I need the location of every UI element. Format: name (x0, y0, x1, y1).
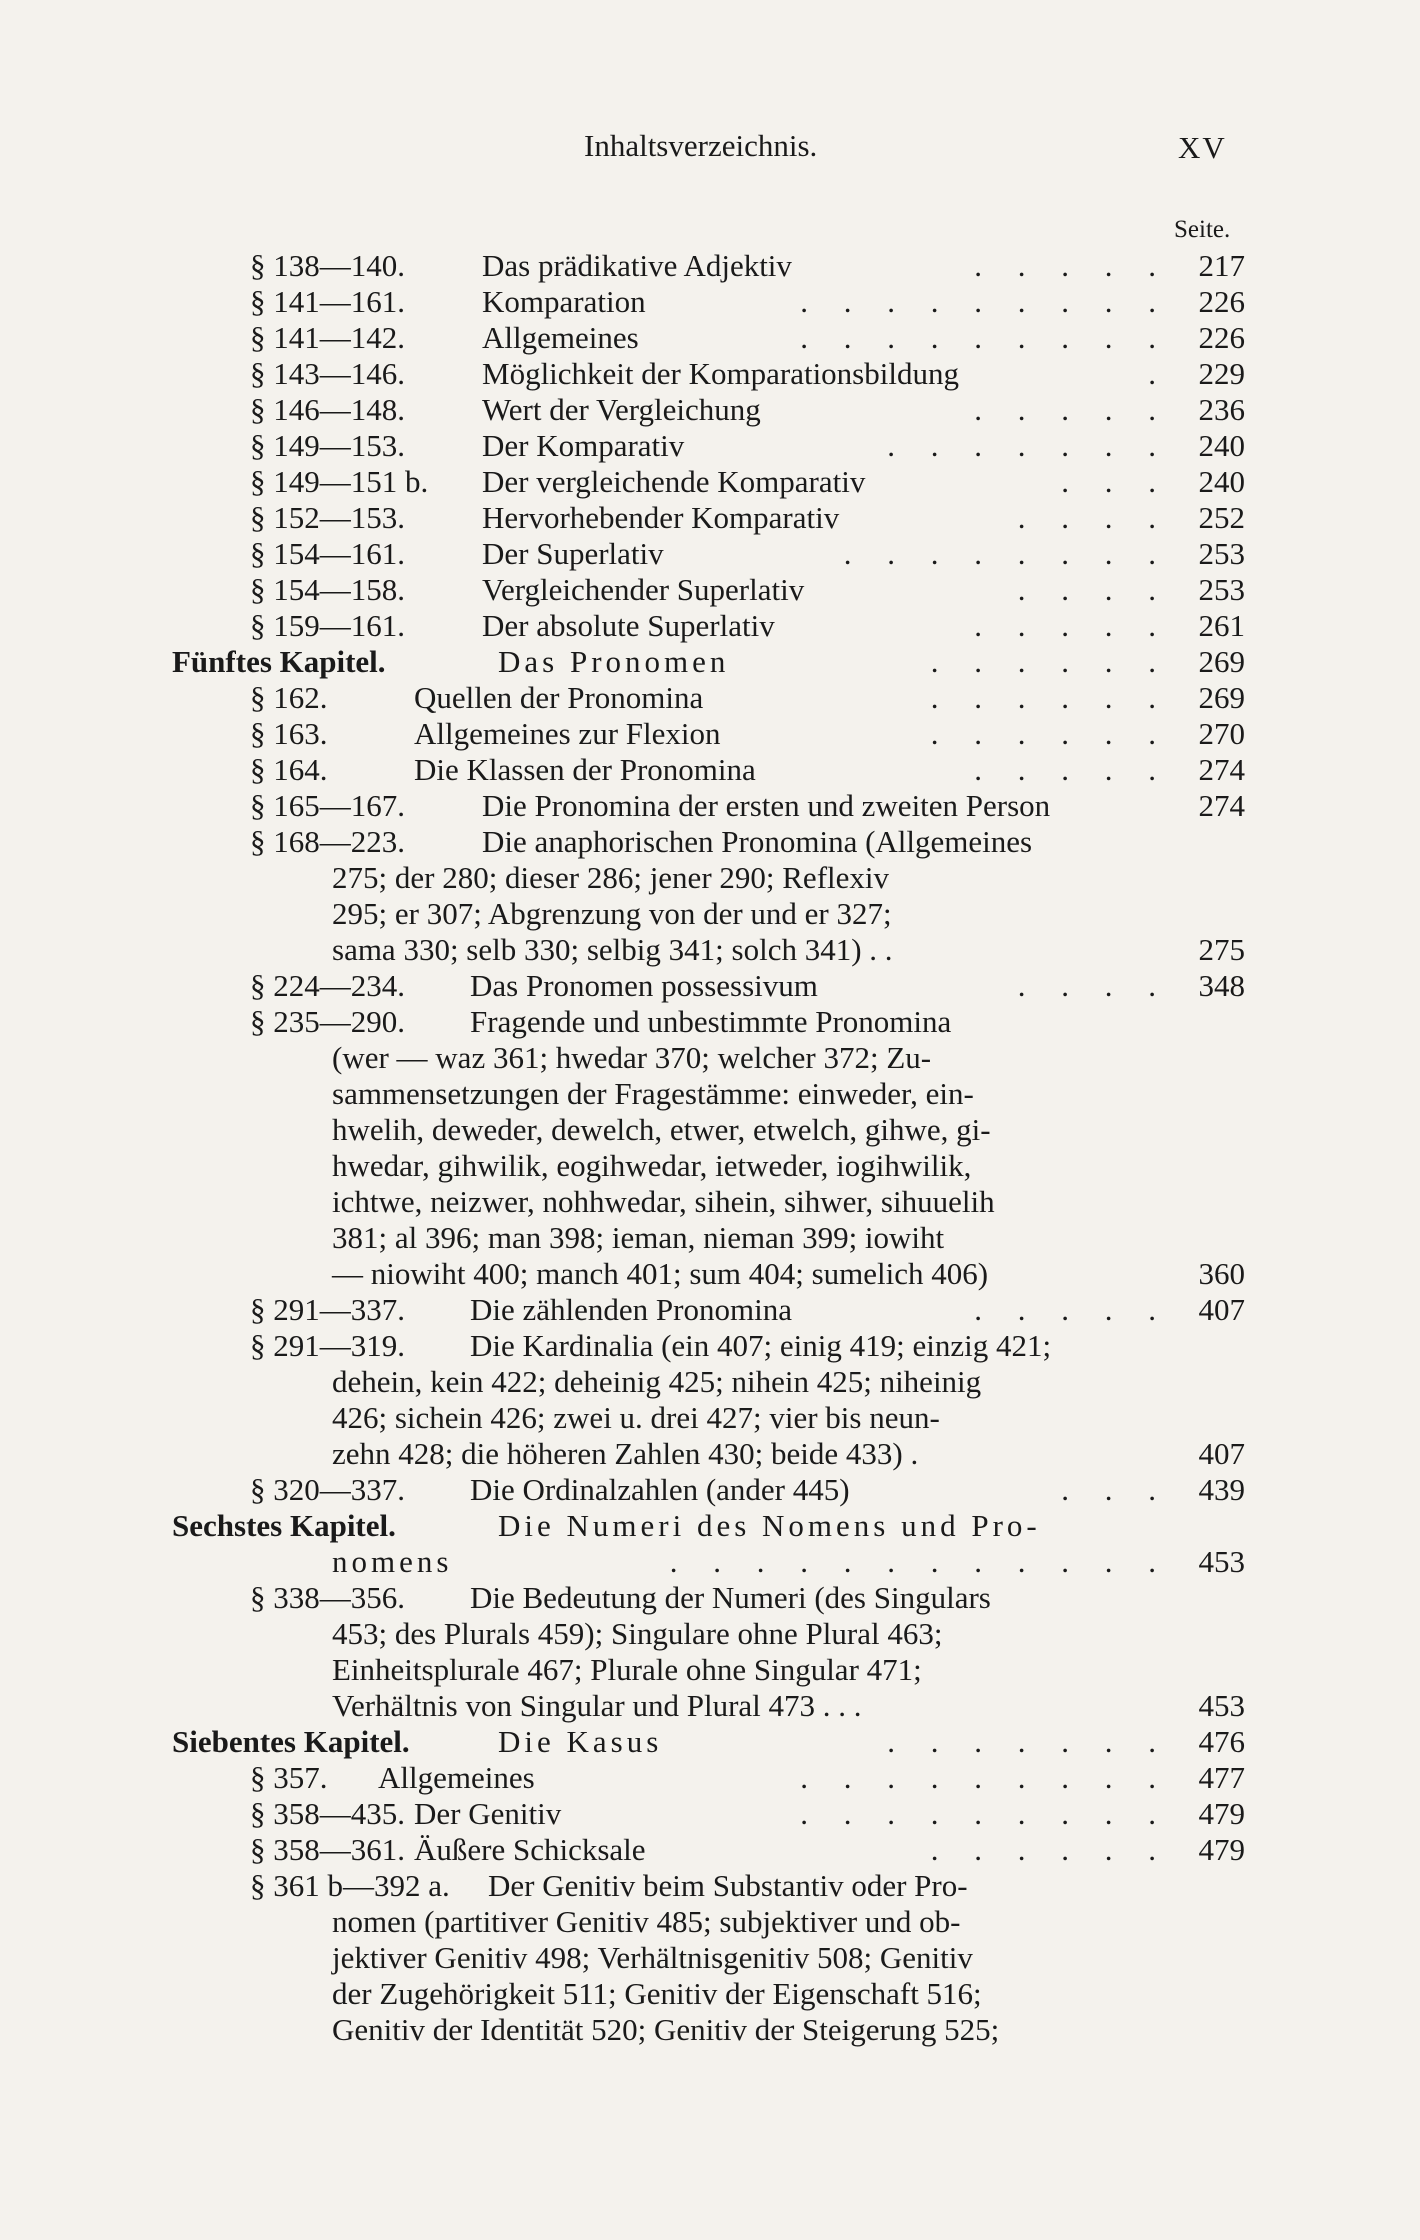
entry-title: Der Superlativ (482, 536, 664, 571)
section-ref: § 154—158. (250, 572, 405, 607)
toc-entry (0, 1796, 1420, 1832)
leader-dots: . (1148, 356, 1170, 391)
entry-title: Die Kardinalia (ein 407; einig 419; einzig 421; (470, 1328, 1052, 1363)
entry-title: Der vergleichende Komparativ (482, 464, 866, 499)
continuation-text: (wer — waz 361; hwedar 370; welcher 372; Zu- (332, 1040, 932, 1075)
leader-dots: . . . . . . . . . . . . (669, 1544, 1170, 1579)
leader-dots: . . . . . . (930, 644, 1170, 679)
chapter-label: Sechstes Kapitel. (172, 1508, 396, 1543)
page-number: 360 (1198, 1256, 1245, 1291)
continuation-text: 426; sichein 426; zwei u. drei 427; vier bis neun- (332, 1400, 940, 1435)
page-number: 270 (1198, 716, 1245, 751)
entry-title: Die Klassen der Pronomina (414, 752, 756, 787)
page-number: 253 (1198, 572, 1245, 607)
page-number: 479 (1198, 1832, 1245, 1867)
entry-title: Die Bedeutung der Numeri (des Singulars (470, 1580, 991, 1615)
page-number: 348 (1198, 968, 1245, 1003)
chapter-label: Fünftes Kapitel. (172, 644, 386, 679)
continuation-text: Genitiv der Identität 520; Genitiv der Steigerung 525; (332, 2012, 1000, 2047)
page-number: 479 (1198, 1796, 1245, 1831)
toc-entry (0, 716, 1420, 752)
page-number: 407 (1198, 1436, 1245, 1471)
toc-entry (0, 320, 1420, 356)
section-ref: § 168—223. (250, 824, 405, 859)
chapter-title-cont: nomens (332, 1544, 453, 1579)
section-ref: § 163. (250, 716, 328, 751)
toc-entry (0, 1832, 1420, 1868)
toc-entry (0, 248, 1420, 284)
section-ref: § 235—290. (250, 1004, 405, 1039)
toc-continuation (0, 1652, 1420, 1688)
entry-title: Fragende und unbestimmte Pronomina (470, 1004, 952, 1039)
page-number: 269 (1198, 680, 1245, 715)
chapter-heading (0, 1508, 1420, 1544)
chapter-heading (0, 644, 1420, 680)
page-number: 261 (1198, 608, 1245, 643)
continuation-text: jektiver Genitiv 498; Verhältnisgenitiv 508; Genitiv (332, 1940, 973, 1975)
toc-entry (0, 500, 1420, 536)
section-ref: § 141—161. (250, 284, 405, 319)
page-number: 217 (1198, 248, 1245, 283)
continuation-text: hwelih, deweder, dewelch, etwer, etwelch, gihwe, gi- (332, 1112, 991, 1147)
continuation-text: 381; al 396; man 398; ieman, nieman 399; iowiht (332, 1220, 945, 1255)
toc-entry (0, 572, 1420, 608)
continuation-text: nomen (partitiver Genitiv 485; subjektiver und ob- (332, 1904, 961, 1939)
toc-continuation (0, 896, 1420, 932)
section-ref: § 165—167. (250, 788, 405, 823)
page-number: 253 (1198, 536, 1245, 571)
toc-continuation (0, 1976, 1420, 2012)
leader-dots: . . . . . . . . . (800, 1796, 1170, 1831)
entry-title: Der Genitiv beim Substantiv oder Pro- (488, 1868, 968, 1903)
chapter-label: Siebentes Kapitel. (172, 1724, 410, 1759)
page-number-roman: XV (1178, 130, 1227, 165)
leader-dots: . . . . . . . . . (800, 284, 1170, 319)
section-ref: § 358—361. (250, 1832, 405, 1867)
leader-dots: . . . . . (974, 1292, 1170, 1327)
page-number: 269 (1198, 644, 1245, 679)
continuation-text: — niowiht 400; manch 401; sum 404; sumelich 406) (332, 1256, 989, 1291)
section-ref: § 159—161. (250, 608, 405, 643)
continuation-text: Verhältnis von Singular und Plural 473 . . . (332, 1688, 862, 1723)
leader-dots: . . . . . (974, 392, 1170, 427)
toc-entry (0, 968, 1420, 1004)
section-ref: § 320—337. (250, 1472, 405, 1507)
section-ref: § 357. (250, 1760, 328, 1795)
section-ref: § 162. (250, 680, 328, 715)
toc-entry (0, 608, 1420, 644)
toc-continuation (0, 1904, 1420, 1940)
toc-entry (0, 1760, 1420, 1796)
entry-title: Möglichkeit der Komparationsbildung (482, 356, 959, 391)
toc-entry (0, 1328, 1420, 1364)
continuation-text: ichtwe, neizwer, nohhwedar, sihein, sihwer, sihuuelih (332, 1184, 995, 1219)
entry-title: Die anaphorischen Pronomina (Allgemeines (482, 824, 1033, 859)
continuation-text: 453; des Plurals 459); Singulare ohne Plural 463; (332, 1616, 943, 1651)
entry-title: Der absolute Superlativ (482, 608, 775, 643)
leader-dots: . . . . . (974, 248, 1170, 283)
continuation-text: Einheitsplurale 467; Plurale ohne Singular 471; (332, 1652, 922, 1687)
entry-title: Die Pronomina der ersten und zweiten Person (482, 788, 1051, 823)
leader-dots: . . . . . . . . (843, 536, 1170, 571)
entry-title: Die Ordinalzahlen (ander 445) (470, 1472, 850, 1507)
entry-title: Allgemeines (378, 1760, 535, 1795)
toc-entry (0, 1868, 1420, 1904)
entry-title: Der Komparativ (482, 428, 685, 463)
entry-title: Die zählenden Pronomina (470, 1292, 792, 1327)
entry-title: Äußere Schicksale (414, 1832, 646, 1867)
toc-continuation (0, 1688, 1420, 1724)
page-number: 407 (1198, 1292, 1245, 1327)
section-ref: § 164. (250, 752, 328, 787)
toc-entry (0, 1580, 1420, 1616)
running-title: Inhaltsverzeichnis. (584, 128, 818, 163)
chapter-heading (0, 1724, 1420, 1760)
section-ref: § 149—151 b. (250, 464, 429, 499)
toc-continuation (0, 1616, 1420, 1652)
continuation-text: sama 330; selb 330; selbig 341; solch 341) . . (332, 932, 893, 967)
leader-dots: . . . . . . . . . (800, 320, 1170, 355)
page-number: 252 (1198, 500, 1245, 535)
table-of-contents (0, 248, 1420, 2048)
toc-continuation (0, 1256, 1420, 1292)
leader-dots: . . . . (1017, 500, 1170, 535)
toc-continuation (0, 2012, 1420, 2048)
leader-dots: . . . . . . (930, 1832, 1170, 1867)
continuation-text: zehn 428; die höheren Zahlen 430; beide 433) . (332, 1436, 919, 1471)
toc-entry (0, 392, 1420, 428)
leader-dots: . . . . . . . (887, 428, 1170, 463)
page-number: 236 (1198, 392, 1245, 427)
page-number: 240 (1198, 428, 1245, 463)
toc-entry (0, 788, 1420, 824)
page-number: 226 (1198, 320, 1245, 355)
toc-entry (0, 1472, 1420, 1508)
leader-dots: . . . . (1017, 572, 1170, 607)
page-number: 229 (1198, 356, 1245, 391)
leader-dots: . . . . (1017, 968, 1170, 1003)
toc-entry (0, 752, 1420, 788)
section-ref: § 291—337. (250, 1292, 405, 1327)
leader-dots: . . . (1061, 464, 1170, 499)
toc-continuation (0, 1364, 1420, 1400)
toc-continuation (0, 1400, 1420, 1436)
toc-entry (0, 680, 1420, 716)
page-number: 240 (1198, 464, 1245, 499)
section-ref: § 146—148. (250, 392, 405, 427)
continuation-text: hwedar, gihwilik, eogihwedar, ietweder, iogihwilik, (332, 1148, 972, 1183)
page-number: 453 (1198, 1544, 1245, 1579)
section-ref: § 149—153. (250, 428, 405, 463)
entry-title: Das prädikative Adjektiv (482, 248, 792, 283)
chapter-title: Die Numeri des Nomens und Pro- (498, 1508, 1041, 1543)
section-ref: § 141—142. (250, 320, 405, 355)
page-header (0, 128, 1420, 178)
toc-continuation (0, 932, 1420, 968)
entry-title: Quellen der Pronomina (414, 680, 704, 715)
toc-continuation (0, 1076, 1420, 1112)
page-number: 477 (1198, 1760, 1245, 1795)
toc-entry (0, 536, 1420, 572)
toc-entry (0, 1004, 1420, 1040)
toc-continuation (0, 1148, 1420, 1184)
toc-continuation (0, 860, 1420, 896)
page-number: 275 (1198, 932, 1245, 967)
section-ref: § 358—435. (250, 1796, 405, 1831)
toc-continuation (0, 1220, 1420, 1256)
page-number: 439 (1198, 1472, 1245, 1507)
toc-continuation (0, 1184, 1420, 1220)
leader-dots: . . . . . (974, 608, 1170, 643)
continuation-text: dehein, kein 422; deheinig 425; nihein 425; niheinig (332, 1364, 982, 1399)
page-number: 226 (1198, 284, 1245, 319)
page-number: 476 (1198, 1724, 1245, 1759)
leader-dots: . . . . . . . (887, 1724, 1170, 1759)
leader-dots: . . . . . . . . . (800, 1760, 1170, 1795)
continuation-text: der Zugehörigkeit 511; Genitiv der Eigenschaft 516; (332, 1976, 982, 2011)
entry-title: Allgemeines zur Flexion (414, 716, 721, 751)
entry-title: Der Genitiv (414, 1796, 562, 1831)
section-ref: § 152—153. (250, 500, 405, 535)
toc-continuation (0, 1112, 1420, 1148)
toc-continuation (0, 1436, 1420, 1472)
page-number: 274 (1198, 788, 1245, 823)
toc-entry (0, 284, 1420, 320)
section-ref: § 224—234. (250, 968, 405, 1003)
toc-entry (0, 824, 1420, 860)
page-number: 274 (1198, 752, 1245, 787)
chapter-title: Das Pronomen (498, 644, 730, 679)
section-ref: § 291—319. (250, 1328, 405, 1363)
entry-title: Vergleichender Superlativ (482, 572, 805, 607)
entry-title: Hervorhebender Komparativ (482, 500, 840, 535)
continuation-text: sammensetzungen der Fragestämme: einweder, ein- (332, 1076, 974, 1111)
section-ref: § 138—140. (250, 248, 405, 283)
leader-dots: . . . . . . (930, 716, 1170, 751)
entry-title: Wert der Vergleichung (482, 392, 761, 427)
section-ref: § 154—161. (250, 536, 405, 571)
toc-entry (0, 428, 1420, 464)
section-ref: § 361 b—392 a. (250, 1868, 450, 1903)
chapter-heading-cont (0, 1544, 1420, 1580)
continuation-text: 275; der 280; dieser 286; jener 290; Reflexiv (332, 860, 890, 895)
toc-entry (0, 464, 1420, 500)
section-ref: § 338—356. (250, 1580, 405, 1615)
leader-dots: . . . . . . (930, 680, 1170, 715)
section-ref: § 143—146. (250, 356, 405, 391)
chapter-title: Die Kasus (498, 1724, 663, 1759)
seite-label: Seite. (1174, 216, 1231, 243)
continuation-text: 295; er 307; Abgrenzung von der und er 327; (332, 896, 892, 931)
toc-continuation (0, 1940, 1420, 1976)
toc-entry (0, 1292, 1420, 1328)
entry-title: Das Pronomen possessivum (470, 968, 818, 1003)
entry-title: Allgemeines (482, 320, 639, 355)
toc-continuation (0, 1040, 1420, 1076)
leader-dots: . . . . . (974, 752, 1170, 787)
entry-title: Komparation (482, 284, 646, 319)
leader-dots: . . . (1061, 1472, 1170, 1507)
toc-entry (0, 356, 1420, 392)
page-number: 453 (1198, 1688, 1245, 1723)
